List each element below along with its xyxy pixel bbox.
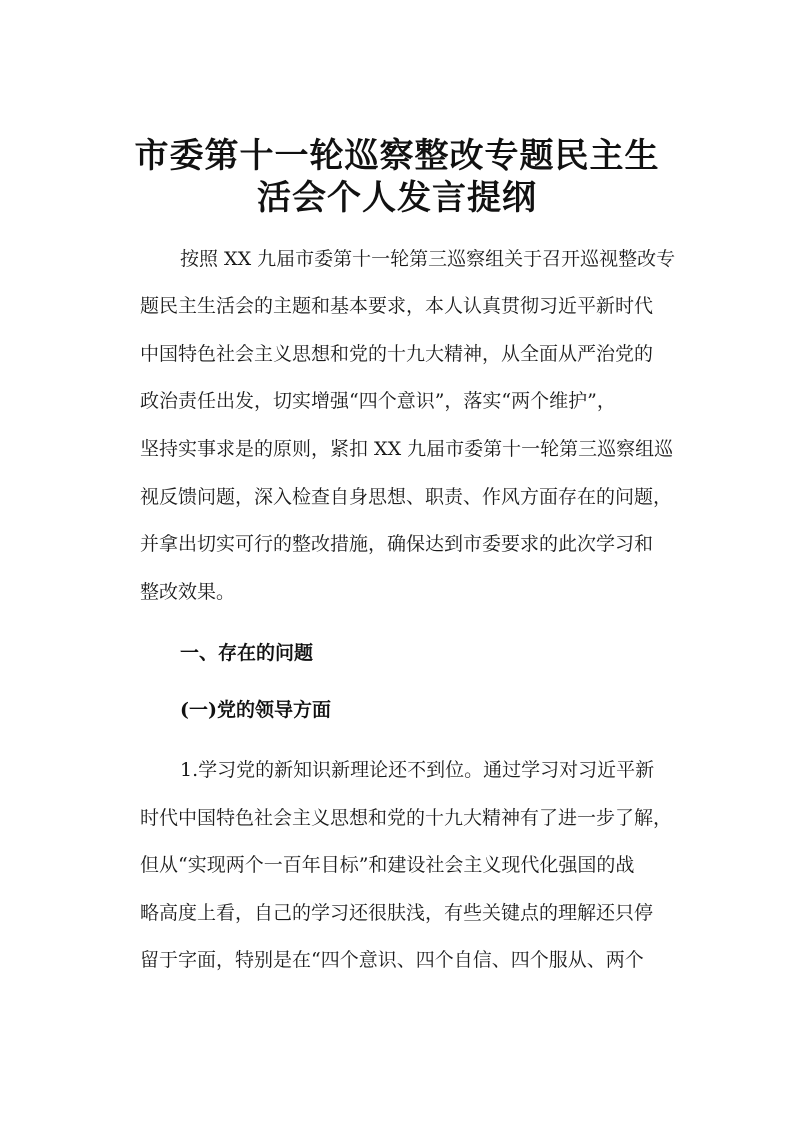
intro-paragraph-line: 中国特色社会主义思想和党的十九大精神，从全面从严治党的 (140, 343, 654, 365)
item-paragraph-line: 时代中国特色社会主义思想和党的十九大精神有了进一步了解， (140, 807, 673, 829)
item-paragraph-line: 但从“实现两个一百年目标”和建设社会主义现代化强国的战 (140, 854, 635, 876)
intro-paragraph-line: 视反馈问题，深入检查自身思想、职责、作风方面存在的问题， (140, 486, 673, 508)
intro-paragraph-line: 按照 XX 九届市委第十一轮第三巡察组关于召开巡视整改专 (180, 248, 676, 270)
intro-paragraph-line: 题民主生活会的主题和基本要求，本人认真贯彻习近平新时代 (140, 295, 654, 317)
intro-paragraph-line: 政治责任出发，切实增强“四个意识”，落实“两个维护”， (140, 390, 616, 412)
subsection-heading: (一)党的领导方面 (180, 699, 331, 721)
item-paragraph-line: 1.学习党的新知识新理论还不到位。通过学习对习近平新 (180, 759, 655, 781)
intro-paragraph-line: 并拿出切实可行的整改措施，确保达到市委要求的此次学习和 (140, 533, 654, 555)
intro-paragraph-line: 坚持实事求是的原则，紧扣 XX 九届市委第十一轮第三巡察组巡 (140, 438, 674, 460)
intro-paragraph-line: 整改效果。 (140, 581, 236, 603)
document-title-line-1: 市委第十一轮巡察整改专题民主生 (134, 136, 660, 176)
document-title-line-2: 活会个人发言提纲 (257, 178, 537, 218)
item-paragraph-line: 略高度上看，自己的学习还很肤浅，有些关键点的理解还只停 (140, 902, 654, 924)
section-heading: 一、存在的问题 (180, 642, 314, 664)
item-paragraph-line: 留于字面，特别是在“四个意识、四个自信、四个服从、两个 (140, 949, 644, 971)
